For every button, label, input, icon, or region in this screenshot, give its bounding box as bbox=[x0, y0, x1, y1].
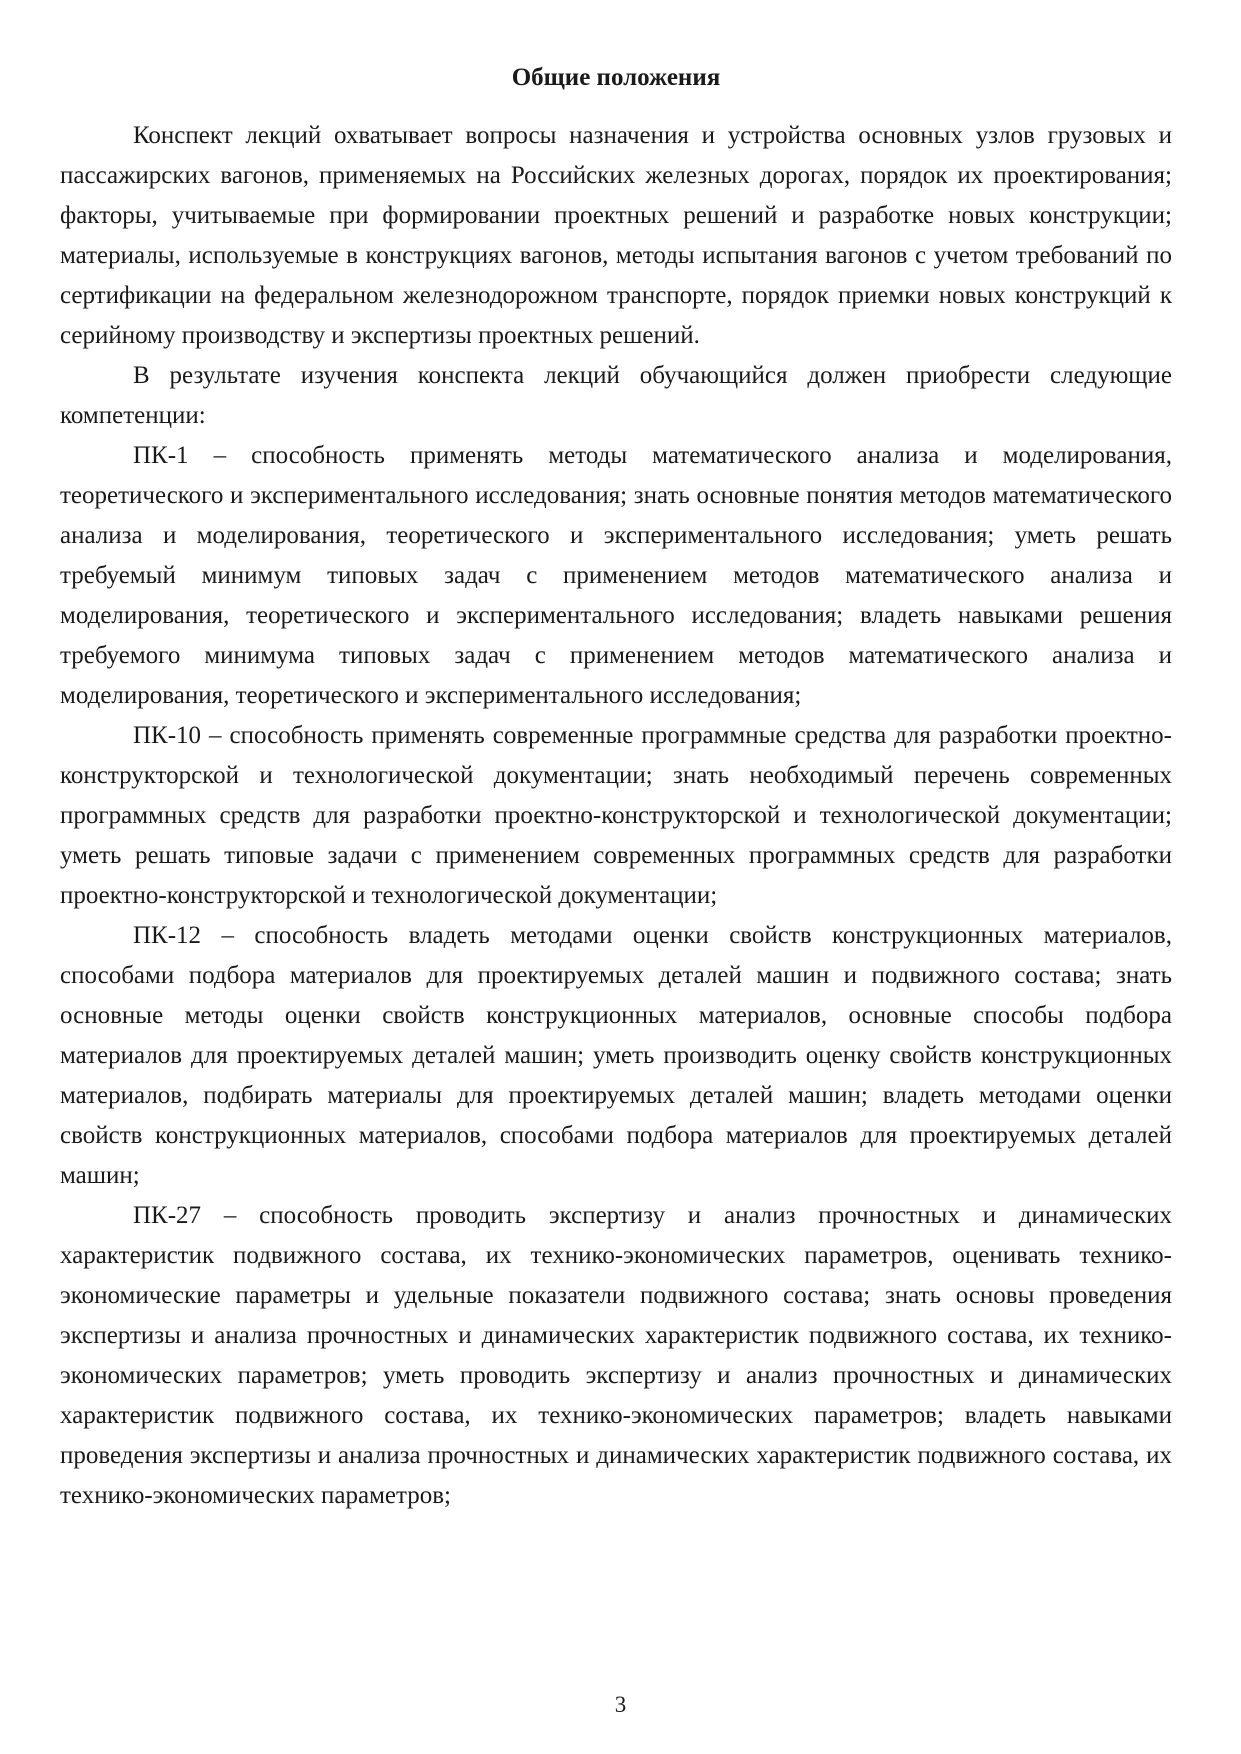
page-number: 3 bbox=[614, 1692, 627, 1717]
competency-pk-1-paragraph: ПК-1 – способность применять методы математического анализа и моделирования, теоретического и экспериментального исследования; знать основные понятия методов математического анализа и моделирования, теоретического и экспериментального исследования; уметь решать требуемый минимум типовых задач с применением методов математического анализа и моделирования, теоретического и экспериментального исследования; владеть навыками решения требуемого минимума типовых задач с применением методов математического анализа и моделирования, теоретического и экспериментального исследования; bbox=[60, 442, 1172, 709]
competencies-intro-paragraph: В результате изучения конспекта лекций обучающийся должен приобрести следующие компетенции: bbox=[60, 362, 1172, 429]
intro-paragraph: Конспект лекций охватывает вопросы назначения и устройства основных узлов грузовых и пассажирских вагонов, применяемых на Российских железных дорогах, порядок их проектирования; факторы, учитываемые при формировании проектных решений и разработке новых конструкции; материалы, используемые в конструкциях вагонов, методы испытания вагонов с учетом требований по сертификации на федеральном железнодорожном транспорте, порядок приемки новых конструкций к серийному производству и экспертизы проектных решений. bbox=[60, 122, 1172, 349]
competency-pk-10-paragraph: ПК-10 – способность применять современные программные средства для разработки проектно-конструкторской и технологической документации; знать необходимый перечень современных программных средств для разработки проектно-конструкторской и технологической документации; уметь решать типовые задачи с применением современных программных средств для разработки проектно-конструкторской и технологической документации; bbox=[60, 722, 1172, 909]
competency-pk-27-paragraph: ПК-27 – способность проводить экспертизу и анализ прочностных и динамических характеристик подвижного состава, их технико-экономических параметров, оценивать технико-экономические параметры и удельные показатели подвижного состава; знать основы проведения экспертизы и анализа прочностных и динамических характеристик подвижного состава, их технико-экономических параметров; уметь проводить экспертизу и анализ прочностных и динамических характеристик подвижного состава, их технико-экономических параметров; владеть навыками проведения экспертизы и анализа прочностных и динамических характеристик подвижного состава, их технико-экономических параметров; bbox=[60, 1202, 1172, 1509]
page-content bbox=[60, 58, 1172, 1516]
section-heading: Общие положения bbox=[511, 64, 721, 91]
competency-pk-12-paragraph: ПК-12 – способность владеть методами оценки свойств конструкционных материалов, способами подбора материалов для проектируемых деталей машин и подвижного состава; знать основные методы оценки свойств конструкционных материалов, основные способы подбора материалов для проектируемых деталей машин; уметь производить оценку свойств конструкционных материалов, подбирать материалы для проектируемых деталей машин; владеть методами оценки свойств конструкционных материалов, способами подбора материалов для проектируемых деталей машин; bbox=[60, 922, 1172, 1189]
